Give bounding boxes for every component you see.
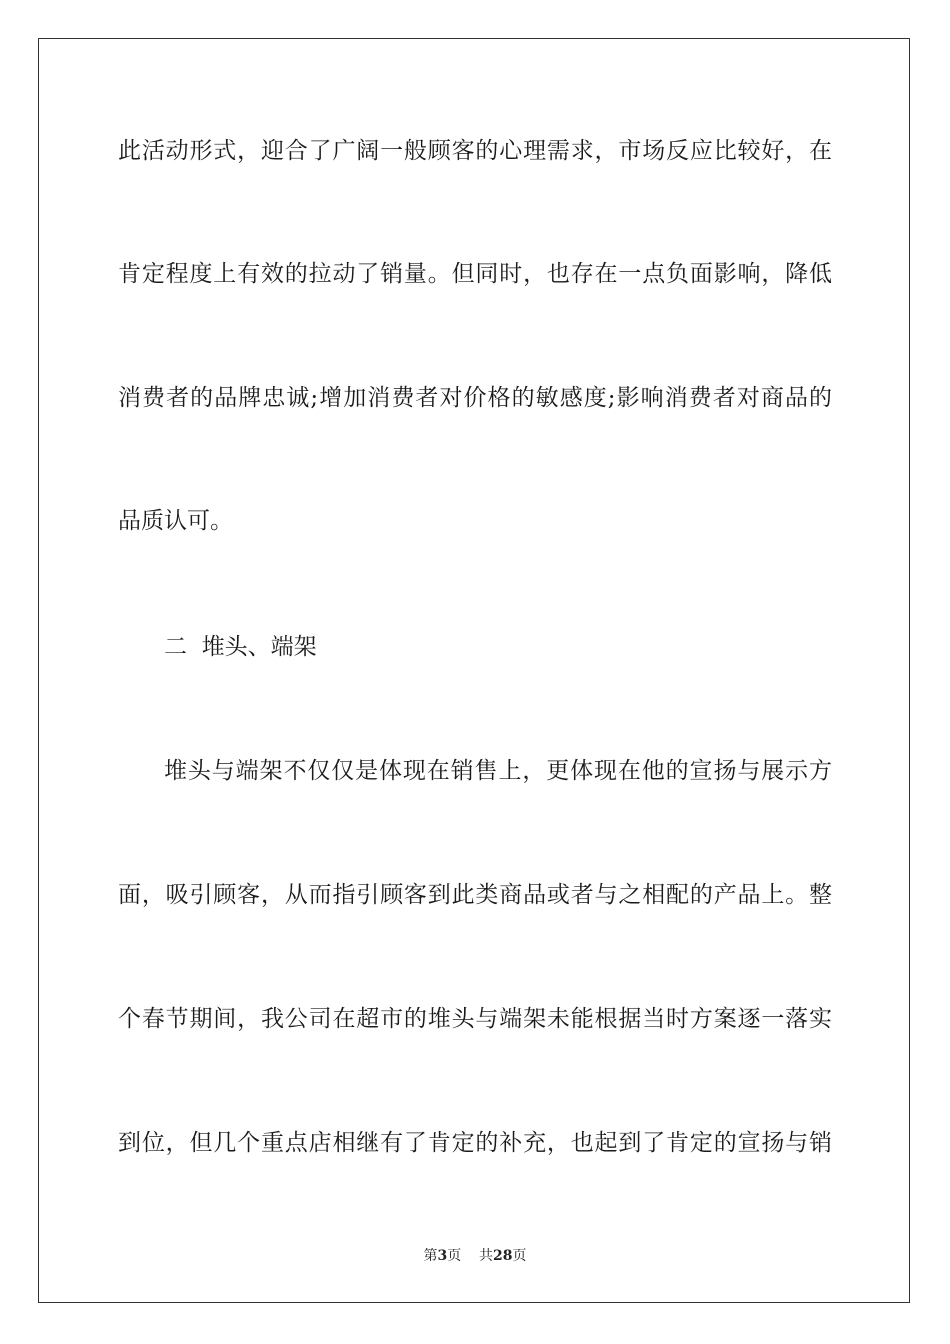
page-footer (0, 1247, 950, 1265)
paragraph-line-5: 堆头与端架不仅仅是体现在销售上，更体现在他的宣扬与展示方 (164, 758, 832, 784)
footer-page-prefix: 第 (423, 1248, 438, 1264)
footer-page-number: 3 (437, 1248, 448, 1264)
footer-total-suffix: 页 (512, 1248, 527, 1264)
footer-page-suffix: 页 (447, 1248, 462, 1264)
paragraph-line-8: 到位，但几个重点店相继有了肯定的补充，也起到了肯定的宣扬与销 (118, 1130, 832, 1156)
paragraph-line-1: 此活动形式，迎合了广阔一般顾客的心理需求，市场反应比较好，在 (118, 138, 832, 164)
paragraph-line-2: 肯定程度上有效的拉动了销量。但同时，也存在一点负面影响，降低 (118, 261, 832, 287)
paragraph-line-4: 品质认可。 (118, 508, 233, 534)
section-heading: 二 堆头、端架 (164, 634, 317, 660)
footer-total-pages: 28 (493, 1248, 513, 1264)
footer-total-prefix: 共 (479, 1248, 494, 1264)
page-border (38, 38, 910, 1303)
paragraph-line-3: 消费者的品牌忠诚;增加消费者对价格的敏感度;影响消费者对商品的 (118, 385, 832, 411)
paragraph-line-6: 面，吸引顾客，从而指引顾客到此类商品或者与之相配的产品上。整 (118, 882, 832, 908)
paragraph-line-7: 个春节期间，我公司在超市的堆头与端架未能根据当时方案逐一落实 (118, 1006, 832, 1032)
